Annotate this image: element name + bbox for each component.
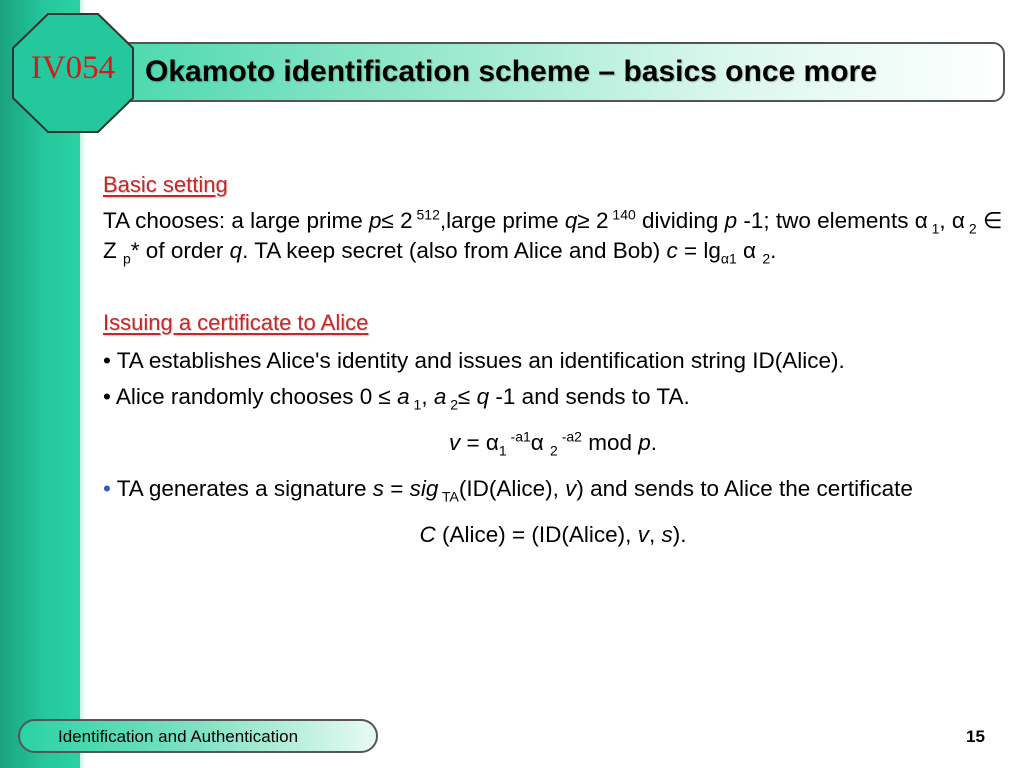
superscript: 512 [412, 206, 440, 223]
badge-label: IV054 [30, 50, 116, 86]
alpha-symbol: α [951, 208, 965, 233]
text-run: -1; two elements [737, 208, 915, 233]
text-run: (Alice) = (ID(Alice), [435, 522, 638, 547]
text-run: (ID(Alice), [458, 476, 566, 501]
footer-label: Identification and Authentication [58, 727, 299, 746]
superscript: 140 [608, 206, 636, 223]
text-run: TA generates a signature [116, 476, 373, 501]
var-v: v [637, 522, 649, 547]
text-run: mod [581, 430, 639, 455]
subscript: 2 [762, 250, 771, 267]
basic-setting-paragraph [103, 206, 1003, 266]
superscript: -a1 [506, 428, 531, 445]
subscript: 1 [498, 442, 507, 459]
text-run: Alice randomly chooses 0 ≤ [115, 384, 398, 409]
var-c: c [666, 238, 678, 263]
bullet-dot: • [103, 476, 117, 501]
text-run: = [383, 476, 410, 501]
text-run: * of order [130, 238, 230, 263]
subscript: 2 [964, 220, 977, 237]
bullet-item [103, 474, 1003, 504]
equation-v [103, 428, 1003, 458]
var-q: q [564, 208, 578, 233]
text-run: ≤ 2 [381, 208, 413, 233]
var-v: v [448, 430, 461, 455]
text-run: dividing [635, 208, 725, 233]
text-run: . [770, 238, 777, 263]
text-run: α [736, 238, 763, 263]
subscript: α1 [720, 250, 737, 267]
issuing-heading: Issuing a certificate to Alice [103, 310, 369, 335]
slide-title: Okamoto identification scheme – basics once more [145, 55, 877, 88]
subscript: 1 [927, 220, 940, 237]
var-q: q [476, 384, 490, 409]
text-run: . TA keep secret (also from Alice and Bob) [242, 238, 667, 263]
text-run: , [939, 208, 952, 233]
text-run: ). [672, 522, 687, 547]
subscript: 2 [446, 396, 459, 413]
bullet-item [103, 346, 1003, 376]
bullet-item [103, 382, 1003, 412]
text-run: ≤ [458, 384, 477, 409]
subscript: TA [438, 488, 459, 505]
text-run: ) and sends to Alice the certificate [576, 476, 913, 501]
text-run: TA chooses: a large prime [103, 208, 369, 233]
text-run: ,large prime [439, 208, 565, 233]
superscript: -a2 [557, 428, 582, 445]
bullet-dot: • [103, 348, 117, 373]
slide-content [103, 170, 1003, 550]
text-run: . [650, 430, 658, 455]
var-p: p [724, 208, 738, 233]
text-run: , [648, 522, 662, 547]
text-run: ≥ 2 [577, 208, 609, 233]
subscript: 1 [409, 396, 422, 413]
basic-setting-heading: Basic setting [103, 172, 228, 197]
subscript: 2 [550, 442, 558, 459]
var-C: C [419, 522, 436, 547]
var-sig: sig [409, 476, 439, 501]
bullet-dot: • [103, 384, 116, 409]
text-run: ∈ Z [103, 208, 1003, 263]
bullet-text: TA establishes Alice's identity and issues an identification string ID(Alice). [116, 348, 845, 373]
var-p: p [638, 430, 651, 455]
var-s: s [661, 522, 673, 547]
var-a: a [397, 384, 410, 409]
subscript: p [123, 250, 131, 267]
alpha-symbol: α [914, 208, 928, 233]
text-run: = α [460, 430, 499, 455]
text-run: α [530, 430, 551, 455]
text-run: -1 and sends to TA. [489, 384, 690, 409]
var-v: v [565, 476, 577, 501]
var-q: q [229, 238, 243, 263]
var-p: p [368, 208, 382, 233]
equation-certificate [103, 520, 1003, 550]
text-run: = lg [677, 238, 721, 263]
page-number: 15 [966, 727, 985, 746]
var-s: s [372, 476, 384, 501]
var-a: a [433, 384, 447, 409]
text-run: , [421, 384, 434, 409]
